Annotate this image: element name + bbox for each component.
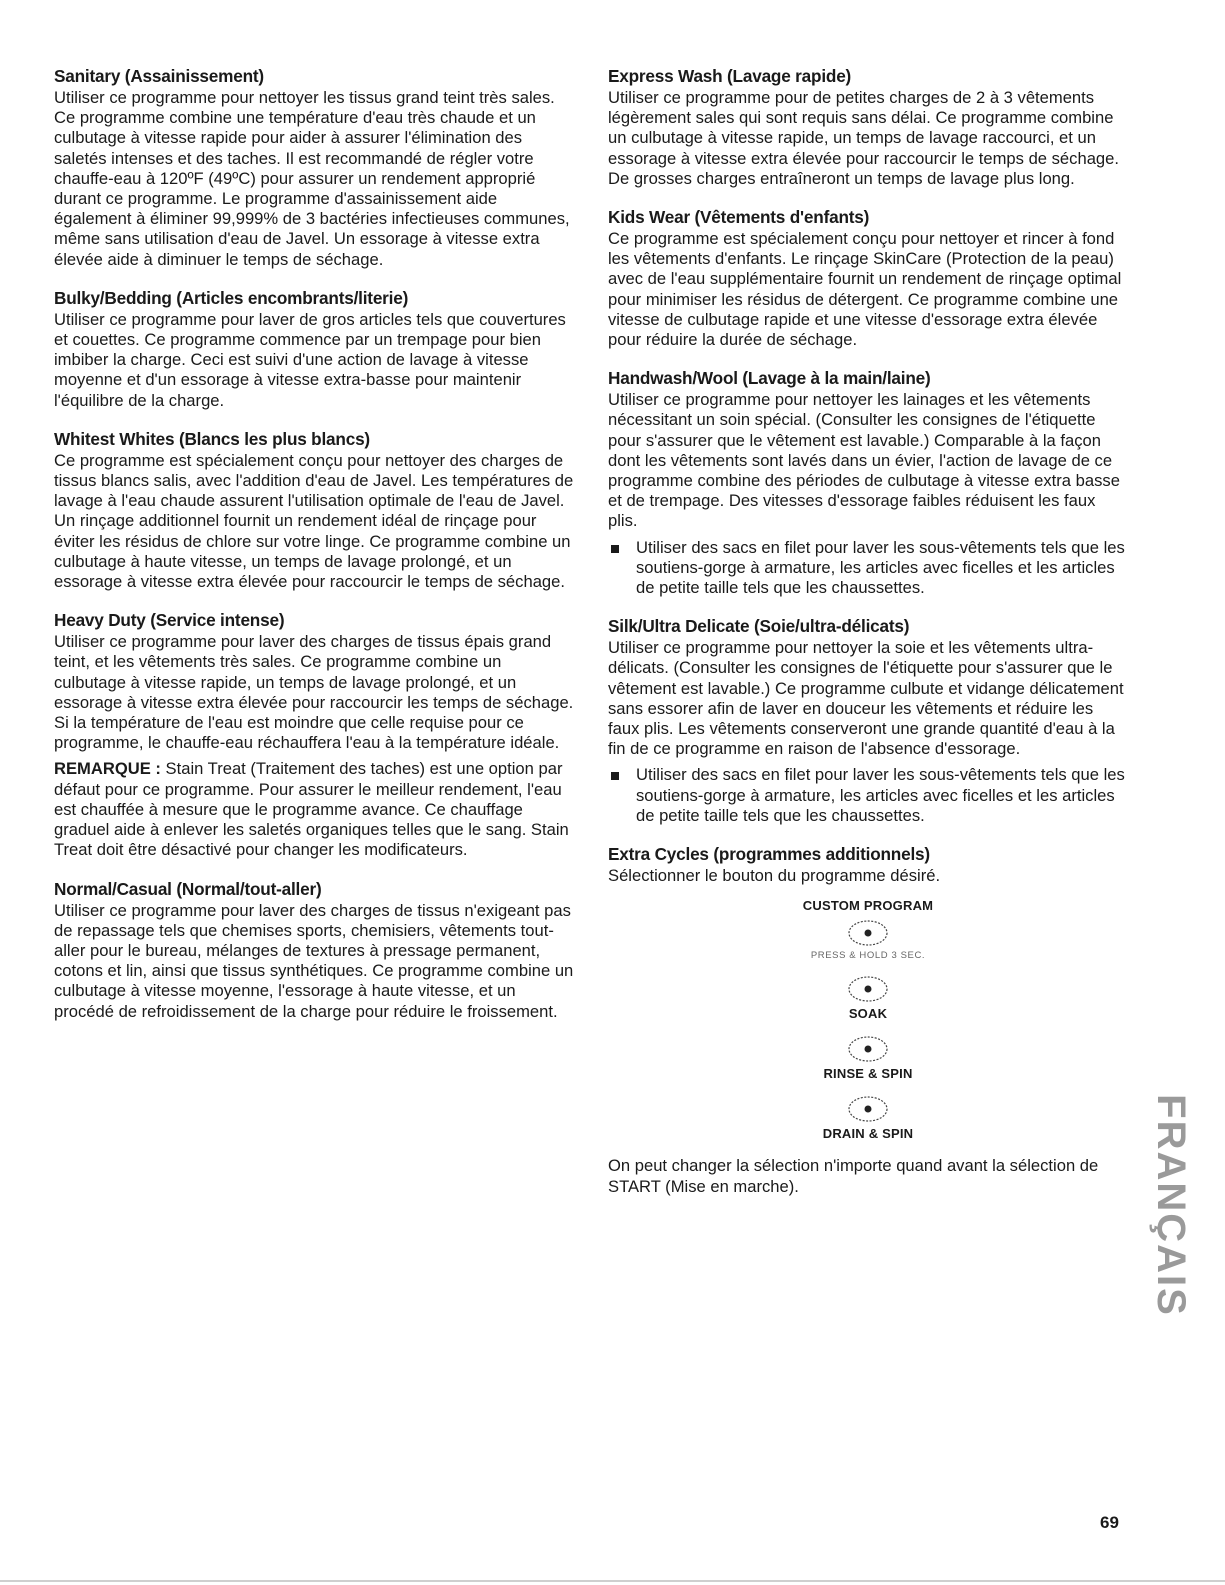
soak-label: SOAK: [848, 1006, 888, 1022]
section-body: Utiliser ce programme pour laver des charges de tissus épais grand teint, et les vêtements très sales. Ce programme combine un culbutage à vitesse rapide, un temps de lavage prolongé, et un essorage à vitesse extra élevée pour raccourcir les temps de séchage. Si la température de l'eau est moindre que celle requise pour ce programme, le chauffe-eau réchauffera l'eau à la température idéale.: [54, 632, 574, 753]
section-body: Utiliser ce programme pour laver des charges de tissus n'exigeant pas de repassage tels que chemises sports, chemisiers, vêtements tout-aller pour le bureau, mélanges de textures à pressage permanent, cotons et lin, ainsi que tissus synthétiques. Ce programme combine un culbutage à vitesse moyenne, l'essorage à haute vitesse, et un procédé de refroidissement de la charge pour réduire le froissement.: [54, 900, 574, 1021]
section-sanitary: [54, 66, 574, 270]
rinse-spin-control: [608, 1030, 1128, 1082]
section-heading: Sanitary (Assainissement): [54, 66, 264, 86]
soak-control: [608, 970, 1128, 1022]
custom-program-button-icon: [844, 918, 892, 948]
left-column: [54, 66, 574, 1040]
section-body: Utiliser ce programme pour laver de gros articles tels que couvertures et couettes. Ce programme commence par un trempage pour bien imbiber la charge. Ceci est suivi d'une action de lavage à vitesse moyenne et d'un essorage à vitesse extra-basse pour maintenir l'équilibre de la charge.: [54, 309, 566, 410]
language-tab-label: FRANÇAIS: [1148, 1093, 1193, 1317]
selection-change-note: On peut changer la sélection n'importe quand avant la sélection de START (Mise en marche).: [608, 1156, 1099, 1196]
note-text: Stain Treat (Traitement des taches) est une option par défaut pour ce programme. Pour assurer le meilleur rendement, l'eau est chauffée à mesure que le programme avance. Ce chauffage graduel aide à enlever les saletés organiques telles que le sang. Stain Treat doit être désactivé pour changer les modificateurs.: [54, 759, 569, 860]
section-handwash-wool: [608, 368, 1128, 598]
bullet-text: Utiliser des sacs en filet pour laver les sous-vêtements tels que les soutiens-gorge à armature, les articles avec ficelles et les articles de petite taille tels que les chaussettes.: [636, 765, 1125, 825]
section-body: Sélectionner le bouton du programme désiré.: [608, 866, 941, 886]
page-number: 69: [1100, 1513, 1119, 1532]
drain-spin-control: [608, 1090, 1128, 1142]
section-heading: Extra Cycles (programmes additionnels): [608, 844, 930, 865]
section-express-wash: [608, 66, 1128, 189]
section-body: Utiliser ce programme pour de petites charges de 2 à 3 vêtements légèrement sales qui sont requis sans délai. Ce programme combine un culbutage à vitesse rapide, un temps de lavage raccourci, et un essorage à vitesse extra élevée pour raccourcir le temps de séchage. De grosses charges entraîneront un temps de lavage plus long.: [608, 88, 1119, 188]
language-side-tab: [1148, 1070, 1193, 1340]
section-whitest-whites: [54, 429, 574, 592]
extra-cycles-controls: [608, 898, 1128, 1142]
section-heading: Normal/Casual (Normal/tout-aller): [54, 878, 322, 899]
section-heading: Bulky/Bedding (Articles encombrants/literie): [54, 287, 409, 308]
bullet-item: [608, 538, 1128, 599]
section-heading: Silk/Ultra Delicate (Soie/ultra-délicats): [608, 616, 910, 637]
section-heading: Express Wash (Lavage rapide): [608, 66, 852, 86]
right-column: [608, 66, 1128, 1197]
drain-spin-button-icon: [844, 1094, 892, 1124]
press-hold-label: PRESS & HOLD 3 SEC.: [810, 950, 926, 962]
custom-program-control: [608, 898, 1128, 962]
note-paragraph: [54, 759, 574, 860]
section-silk-ultra-delicate: [608, 616, 1128, 826]
section-body: Ce programme est spécialement conçu pour nettoyer et rincer à fond les vêtements d'enfants. Le rinçage SkinCare (Protection de la peau) avec de l'eau supplémentaire fournit un rendement de rinçage optimal pour minimiser les résidus de détergent. Ce programme combine une vitesse de culbutage rapide et une vitesse d'essorage extra élevée pour réduire la durée de séchage.: [608, 229, 1122, 350]
bullet-square-icon: [611, 772, 619, 780]
section-body: Utiliser ce programme pour nettoyer les lainages et les vêtements nécessitant un soin spécial. (Consulter les consignes de l'étiquette pour s'assurer que le vêtement est lavable.) Comparable à la façon dont les vêtements sont lavés dans un évier, l'action de lavage de ce programme combine des périodes de culbutage à vitesse extra basse et de trempage. Des vitesses d'essorage faibles réduisent les faux plis.: [608, 390, 1120, 531]
section-heading: Whitest Whites (Blancs les plus blancs): [54, 428, 370, 449]
bullet-square-icon: [611, 545, 619, 553]
section-heading: Kids Wear (Vêtements d'enfants): [608, 207, 870, 228]
section-body: Utiliser ce programme pour nettoyer les tissus grand teint très sales. Ce programme combine une température d'eau très chaude et un culbutage à vitesse rapide pour aider à assurer l'élimination des saletés intenses et des taches. Il est recommandé de régler votre chauffe-eau à 120ºF (49ºC) pour assurer un rendement approprié durant ce programme. Le programme d'assainissement aide également à éliminer 99,999% de 3 bactéries infectieuses communes, même sans utilisation d'eau de Javel. Un essorage à vitesse extra élevée aide à diminuer le temps de séchage.: [54, 88, 570, 269]
section-body: Ce programme est spécialement conçu pour nettoyer des charges de tissus blancs salis, avec l'addition d'eau de Javel. Les températures de lavage à l'eau chaude assurent l'utilisation optimale de l'eau de Javel. Un rinçage additionnel fournit un rendement idéal de rinçage pour éviter les résidus de chlore sur votre linge. Ce programme combine un culbutage à haute vitesse, un temps de lavage prolongé, et un essorage à vitesse extra élevée pour raccourcir le temps de séchage.: [54, 450, 574, 592]
bottom-divider: [0, 1580, 1225, 1582]
custom-program-label: CUSTOM PROGRAM: [802, 898, 934, 914]
bullet-text: Utiliser des sacs en filet pour laver les sous-vêtements tels que les soutiens-gorge à armature, les articles avec ficelles et les articles de petite taille tels que les chaussettes.: [636, 537, 1125, 598]
section-extra-cycles: [608, 844, 1128, 886]
section-kids-wear: [608, 207, 1128, 350]
rinse-spin-label: RINSE & SPIN: [823, 1066, 913, 1082]
note-label: REMARQUE :: [54, 759, 161, 779]
section-bulky-bedding: [54, 288, 574, 411]
rinse-spin-button-icon: [844, 1034, 892, 1064]
section-normal-casual: [54, 879, 574, 1022]
bullet-item: [608, 765, 1128, 826]
section-heading: Handwash/Wool (Lavage à la main/laine): [608, 368, 931, 389]
soak-button-icon: [844, 974, 892, 1004]
section-heading: Heavy Duty (Service intense): [54, 610, 285, 631]
section-heavy-duty: [54, 610, 574, 860]
section-body: Utiliser ce programme pour nettoyer la soie et les vêtements ultra-délicats. (Consulter les consignes de l'étiquette pour s'assurer que le vêtement est lavable.) Ce programme culbute et vidange délicatement sans essorer afin de laver en douceur les vêtements et réduire les faux plis. Les vêtements conserveront une grande quantité d'eau à la fin de ce programme en raison de l'absence d'essorage.: [608, 638, 1124, 759]
drain-spin-label: DRAIN & SPIN: [822, 1126, 914, 1142]
